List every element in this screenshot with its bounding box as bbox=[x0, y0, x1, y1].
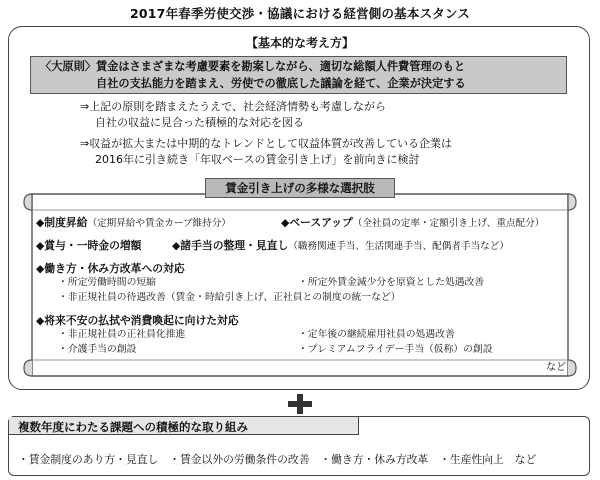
options-heading: 賃金引き上げの多様な選択肢 bbox=[225, 181, 375, 195]
principle-label: 〈大原則〉 bbox=[40, 60, 96, 73]
option-row-2b bbox=[172, 238, 509, 254]
option-seido-shokyu-note: （定期昇給や賃金カーブ維持分） bbox=[87, 218, 231, 229]
option-base-up: ◆ベースアップ bbox=[281, 216, 353, 229]
multi-year-items: ・賃金制度のあり方・見直し ・賃金以外の労働条件の改善 ・働き方・休み方改革 ・生産性向上 など bbox=[18, 453, 537, 466]
option-base-up-note: （全社員の定率・定額引き上げ、重点配分） bbox=[352, 218, 545, 229]
option-future-label: ◆将来不安の払拭や消費喚起に向けた対応 bbox=[36, 314, 239, 327]
option-row-2 bbox=[36, 238, 141, 253]
work-item-3: ・非正規社員の待遇改善（賃金・時給引き上げ、正社員との制度の統一など） bbox=[58, 292, 401, 303]
plus-icon bbox=[282, 392, 318, 416]
point-2 bbox=[80, 136, 452, 168]
options-etc: など bbox=[546, 362, 566, 373]
option-bonus: ◆賞与・一時金の増額 bbox=[36, 239, 142, 252]
option-allowance: ◆諸手当の整理・見直し bbox=[172, 239, 289, 252]
principle-line2: 自社の支払能力を踏まえ、労使での徹底した議論を経て、企業が決定する bbox=[96, 77, 466, 90]
option-row-1b bbox=[281, 215, 544, 231]
work-item-2: ・所定外賃金減少分を原資とした処遇改善 bbox=[298, 277, 485, 288]
principle-text bbox=[40, 58, 560, 92]
future-item-4: ・プレミアムフライデー手当（仮称）の創設 bbox=[298, 344, 493, 355]
principle-line1: 賃金はさまざまな考慮要素を勘案しながら、適切な総額人件費管理のもと bbox=[95, 60, 466, 73]
point-1-line1: ⇒上記の原則を踏まえたうえで、社会経済情勢も考慮しながら bbox=[80, 100, 386, 113]
option-row-1 bbox=[36, 215, 231, 231]
option-work-style-label: ◆働き方・休み方改革への対応 bbox=[36, 262, 185, 275]
point-2-line2: 2016年に引き続き「年収ベースの賃金引き上げ」を前向きに検討 bbox=[95, 153, 420, 166]
work-item-1: ・所定労働時間の短縮 bbox=[58, 277, 156, 288]
future-item-1: ・非正規社員の正社員化推進 bbox=[58, 329, 186, 340]
option-seido-shokyu: ◆制度昇給 bbox=[36, 216, 88, 229]
option-allowance-note: （職務関連手当、生活関連手当、配偶者手当など） bbox=[288, 241, 509, 252]
future-item-3: ・介護手当の創設 bbox=[58, 344, 137, 355]
page-title: 2017年春季労使交渉・協議における経営側の基本スタンス bbox=[129, 6, 471, 21]
multi-year-heading: 複数年度にわたる課題への積極的な取り組み bbox=[18, 420, 248, 434]
future-item-2: ・定年後の継続雇用社員の処遇改善 bbox=[298, 329, 455, 340]
point-1 bbox=[80, 99, 386, 131]
basic-heading: 【基本的な考え方】 bbox=[245, 36, 354, 50]
point-1-line2: 自社の収益に見合った積極的な対応を図る bbox=[95, 116, 304, 129]
point-2-line1: ⇒収益が拡大または中期的なトレンドとして収益体質が改善している企業は bbox=[80, 137, 452, 150]
